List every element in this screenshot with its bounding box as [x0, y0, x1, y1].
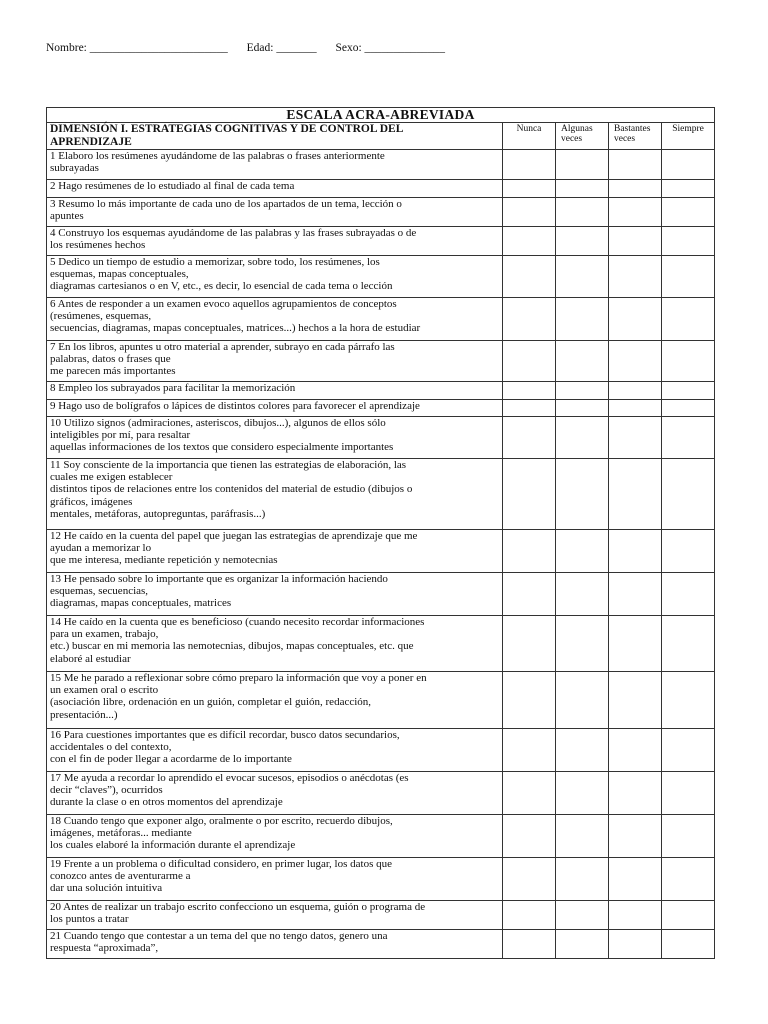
item-statement-line: con el fin de poder llegar a acordarme de lo importante [50, 753, 292, 766]
item-statement [47, 772, 503, 815]
item-row-14 [47, 616, 715, 672]
answer-cell-never[interactable] [503, 459, 556, 530]
item-statement [47, 180, 503, 198]
item-row-2 [47, 180, 715, 198]
answer-cell-sometimes[interactable] [556, 672, 609, 729]
item-statement-line: 8 Empleo los subrayados para facilitar la memorización [50, 382, 296, 394]
answer-cell-never[interactable] [503, 772, 556, 815]
answer-cell-always[interactable] [662, 672, 715, 729]
item-statement-line: 20 Antes de realizar un trabajo escrito confecciono un esquema, guión o programa de [50, 901, 426, 913]
item-statement-line: durante la clase o en otros momentos del aprendizaje [50, 796, 283, 809]
item-statement-line: 9 Hago uso de bolígrafos o lápices de distintos colores para favorecer el aprendizaje [50, 400, 420, 412]
dimension-heading [47, 123, 503, 150]
answer-cell-often[interactable] [609, 198, 662, 227]
item-statement-line: etc.) buscar en mi memoria las nemotecnias, dibujos, mapas conceptuales, etc. que [50, 640, 414, 653]
item-statement-line: 12 He caído en la cuenta del papel que juegan las estrategias de aprendizaje que me [50, 530, 418, 542]
item-statement-line: apuntes [50, 210, 84, 223]
item-statement-line: me parecen más importantes [50, 365, 176, 378]
item-statement [47, 298, 503, 341]
answer-cell-always[interactable] [662, 729, 715, 772]
answer-cell-always[interactable] [662, 815, 715, 858]
item-row-18 [47, 815, 715, 858]
item-statement-line: un examen oral o escrito [50, 684, 159, 697]
answer-cell-always[interactable] [662, 573, 715, 616]
item-statement [47, 341, 503, 382]
answer-cell-sometimes[interactable] [556, 256, 609, 298]
answer-cell-always[interactable] [662, 901, 715, 930]
item-row-5 [47, 256, 715, 298]
item-statement [47, 198, 503, 227]
answer-cell-never[interactable] [503, 901, 556, 930]
answer-cell-often[interactable] [609, 901, 662, 930]
answer-cell-never[interactable] [503, 256, 556, 298]
item-statement-line: diagramas cartesianos o en V, etc., es decir, lo esencial de cada tema o lección [50, 280, 393, 293]
answer-cell-often[interactable] [609, 256, 662, 298]
answer-cell-often[interactable] [609, 772, 662, 815]
item-statement [47, 459, 503, 530]
answer-cell-never[interactable] [503, 417, 556, 459]
answer-cell-often[interactable] [609, 180, 662, 198]
answer-cell-sometimes[interactable] [556, 616, 609, 672]
item-statement-line: (asociación libre, ordenación en un guión, completar el guión, redacción, [50, 696, 372, 709]
item-statement-line: conozco antes de aventurarme a [50, 870, 191, 883]
item-statement [47, 150, 503, 180]
answer-cell-never[interactable] [503, 616, 556, 672]
item-statement-line: ayudan a memorizar lo [50, 542, 152, 555]
item-row-12 [47, 530, 715, 573]
item-row-4 [47, 227, 715, 256]
answer-cell-sometimes[interactable] [556, 901, 609, 930]
items-body [47, 150, 715, 959]
option-header-line: Siempre [672, 124, 704, 134]
answer-cell-sometimes[interactable] [556, 729, 609, 772]
item-statement [47, 417, 503, 459]
dimension-heading-line-2: APRENDIZAJE [50, 136, 132, 148]
option-header-line: Bastantes [614, 124, 651, 134]
answer-cell-often[interactable] [609, 227, 662, 256]
answer-cell-always[interactable] [662, 298, 715, 341]
item-statement-line: 5 Dedico un tiempo de estudio a memorizar, sobre todo, los resúmenes, los [50, 256, 380, 268]
item-statement [47, 729, 503, 772]
answer-cell-sometimes[interactable] [556, 227, 609, 256]
answer-cell-always[interactable] [662, 530, 715, 573]
answer-cell-sometimes[interactable] [556, 459, 609, 530]
item-statement-line: 15 Me he parado a reflexionar sobre cómo preparo la información que voy a poner en [50, 672, 427, 684]
answer-cell-sometimes[interactable] [556, 180, 609, 198]
item-statement [47, 901, 503, 930]
option-header-line: veces [614, 134, 636, 144]
answer-cell-often[interactable] [609, 573, 662, 616]
item-statement-line: presentación...) [50, 708, 118, 721]
answer-cell-always[interactable] [662, 198, 715, 227]
item-row-13 [47, 573, 715, 616]
answer-cell-always[interactable] [662, 930, 715, 959]
item-statement [47, 616, 503, 672]
answer-cell-never[interactable] [503, 400, 556, 417]
answer-cell-often[interactable] [609, 400, 662, 417]
dimension-header-row [47, 123, 715, 150]
item-statement [47, 227, 503, 256]
item-statement [47, 672, 503, 729]
answer-cell-never[interactable] [503, 180, 556, 198]
item-statement-line: decir “claves”), ocurridos [50, 784, 163, 797]
answer-cell-sometimes[interactable] [556, 815, 609, 858]
acra-scale-table [46, 107, 715, 959]
item-row-20 [47, 901, 715, 930]
answer-cell-often[interactable] [609, 930, 662, 959]
age-field[interactable]: Edad: _______ [246, 42, 317, 54]
item-statement-line: mentales, metáforas, autopreguntas, paráfrasis...) [50, 507, 266, 520]
item-statement-line: 11 Soy consciente de la importancia que tienen las estrategias de elaboración, las [50, 459, 407, 471]
item-statement-line: aquellas informaciones de los textos que considero especialmente importantes [50, 441, 394, 454]
answer-cell-never[interactable] [503, 672, 556, 729]
answer-cell-never[interactable] [503, 815, 556, 858]
answer-cell-often[interactable] [609, 530, 662, 573]
answer-cell-always[interactable] [662, 772, 715, 815]
item-row-21 [47, 930, 715, 959]
answer-cell-always[interactable] [662, 180, 715, 198]
item-statement-line: palabras, datos o frases que [50, 353, 171, 366]
answer-cell-never[interactable] [503, 227, 556, 256]
option-header-always [662, 123, 715, 150]
option-header-sometimes [556, 123, 609, 150]
answer-cell-sometimes[interactable] [556, 382, 609, 400]
item-row-8 [47, 382, 715, 400]
answer-cell-often[interactable] [609, 382, 662, 400]
scale-title: ESCALA ACRA-ABREVIADA [47, 108, 715, 123]
item-row-10 [47, 417, 715, 459]
dimension-heading-line-1: DIMENSIÓN I. ESTRATEGIAS COGNITIVAS Y DE CONTROL DEL [50, 123, 404, 135]
answer-cell-sometimes[interactable] [556, 858, 609, 901]
answer-cell-sometimes[interactable] [556, 198, 609, 227]
option-header-line: Algunas [561, 124, 593, 134]
name-field[interactable]: Nombre: ________________________ [46, 42, 228, 54]
item-statement-line: cuales me exigen establecer [50, 471, 173, 484]
item-row-11 [47, 459, 715, 530]
item-statement-line: 7 En los libros, apuntes u otro material a aprender, subrayo en cada párrafo las [50, 341, 395, 353]
respondent-info-line [46, 42, 726, 54]
answer-cell-always[interactable] [662, 256, 715, 298]
answer-cell-never[interactable] [503, 298, 556, 341]
answer-cell-sometimes[interactable] [556, 341, 609, 382]
item-statement [47, 815, 503, 858]
item-statement-line: respuesta “aproximada”, [50, 942, 159, 955]
item-statement-line: 16 Para cuestiones importantes que es difícil recordar, busco datos secundarios, [50, 729, 400, 741]
answer-cell-sometimes[interactable] [556, 150, 609, 180]
item-statement-line: dar una solución intuitiva [50, 882, 163, 895]
answer-cell-sometimes[interactable] [556, 530, 609, 573]
answer-cell-sometimes[interactable] [556, 400, 609, 417]
answer-cell-sometimes[interactable] [556, 772, 609, 815]
answer-cell-always[interactable] [662, 150, 715, 180]
item-statement-line: 2 Hago resúmenes de lo estudiado al final de cada tema [50, 180, 295, 192]
item-statement-line: accidentales o del contexto, [50, 741, 172, 754]
item-statement-line: los resúmenes hechos [50, 239, 146, 252]
item-statement [47, 400, 503, 417]
answer-cell-never[interactable] [503, 341, 556, 382]
answer-cell-always[interactable] [662, 417, 715, 459]
item-statement-line: 19 Frente a un problema o dificultad considero, en primer lugar, los datos que [50, 858, 392, 870]
item-statement-line: distintos tipos de relaciones entre los contenidos del material de estudio (dibujos o [50, 483, 413, 496]
item-statement-line: 10 Utilizo signos (admiraciones, asteriscos, dibujos...), algunos de ellos sólo [50, 417, 386, 429]
answer-cell-always[interactable] [662, 459, 715, 530]
item-statement-line: 4 Construyo los esquemas ayudándome de las palabras y las frases subrayadas o de [50, 227, 417, 239]
item-statement-line: 14 He caído en la cuenta que es beneficioso (cuando necesito recordar informaciones [50, 616, 425, 628]
item-statement-line: inteligibles por mí, para resaltar [50, 429, 191, 442]
item-statement-line: esquemas, secuencias, [50, 585, 149, 598]
item-statement [47, 530, 503, 573]
answer-cell-never[interactable] [503, 198, 556, 227]
option-header-never [503, 123, 556, 150]
answer-cell-never[interactable] [503, 858, 556, 901]
answer-cell-always[interactable] [662, 400, 715, 417]
sex-field[interactable]: Sexo: ______________ [335, 42, 446, 54]
answer-cell-sometimes[interactable] [556, 298, 609, 341]
answer-cell-often[interactable] [609, 858, 662, 901]
item-statement-line: subrayadas [50, 162, 99, 175]
answer-cell-often[interactable] [609, 616, 662, 672]
answer-cell-often[interactable] [609, 341, 662, 382]
title-row [47, 108, 715, 123]
answer-cell-sometimes[interactable] [556, 573, 609, 616]
item-statement-line: 18 Cuando tengo que exponer algo, oralmente o por escrito, recuerdo dibujos, [50, 815, 393, 827]
item-statement [47, 858, 503, 901]
answer-cell-sometimes[interactable] [556, 417, 609, 459]
answer-cell-always[interactable] [662, 616, 715, 672]
item-statement [47, 573, 503, 616]
item-statement-line: elaboré al estudiar [50, 652, 131, 665]
item-row-16 [47, 729, 715, 772]
item-row-3 [47, 198, 715, 227]
item-row-1 [47, 150, 715, 180]
item-statement-line: los puntos a tratar [50, 913, 129, 926]
item-statement-line: 13 He pensado sobre lo importante que es organizar la información haciendo [50, 573, 388, 585]
item-statement-line: 17 Me ayuda a recordar lo aprendido el evocar sucesos, episodios o anécdotas (es [50, 772, 409, 784]
answer-cell-often[interactable] [609, 672, 662, 729]
answer-cell-often[interactable] [609, 298, 662, 341]
answer-cell-always[interactable] [662, 382, 715, 400]
item-statement-line: 1 Elaboro los resúmenes ayudándome de las palabras o frases anteriormente [50, 150, 385, 162]
option-header-often [609, 123, 662, 150]
item-statement-line: (resúmenes, esquemas, [50, 310, 152, 323]
item-row-15 [47, 672, 715, 729]
answer-cell-never[interactable] [503, 382, 556, 400]
answer-cell-never[interactable] [503, 729, 556, 772]
item-statement-line: los cuales elaboré la información durante el aprendizaje [50, 839, 296, 852]
answer-cell-sometimes[interactable] [556, 930, 609, 959]
item-statement [47, 382, 503, 400]
item-row-7 [47, 341, 715, 382]
answer-cell-always[interactable] [662, 341, 715, 382]
answer-cell-often[interactable] [609, 729, 662, 772]
answer-cell-never[interactable] [503, 530, 556, 573]
answer-cell-never[interactable] [503, 930, 556, 959]
item-statement-line: diagramas, mapas conceptuales, matrices [50, 597, 232, 610]
item-statement-line: esquemas, mapas conceptuales, [50, 268, 189, 281]
answer-cell-often[interactable] [609, 459, 662, 530]
item-statement-line: 3 Resumo lo más importante de cada uno de los apartados de un tema, lección o [50, 198, 402, 210]
item-row-9 [47, 400, 715, 417]
item-statement-line: 21 Cuando tengo que contestar a un tema del que no tengo datos, genero una [50, 930, 388, 942]
answer-cell-never[interactable] [503, 573, 556, 616]
item-statement-line: imágenes, metáforas... mediante [50, 827, 192, 840]
item-statement-line: secuencias, diagramas, mapas conceptuales, matrices...) hechos a la hora de estudiar [50, 322, 421, 335]
item-statement-line: que me interesa, mediante repetición y nemotecnias [50, 554, 278, 567]
answer-cell-always[interactable] [662, 227, 715, 256]
answer-cell-always[interactable] [662, 858, 715, 901]
item-row-17 [47, 772, 715, 815]
item-statement-line: gráficos, imágenes [50, 495, 133, 508]
answer-cell-often[interactable] [609, 815, 662, 858]
item-statement-line: 6 Antes de responder a un examen evoco aquellos agrupamientos de conceptos [50, 298, 397, 310]
item-statement [47, 930, 503, 959]
answer-cell-never[interactable] [503, 150, 556, 180]
answer-cell-often[interactable] [609, 417, 662, 459]
answer-cell-often[interactable] [609, 150, 662, 180]
item-statement [47, 256, 503, 298]
option-header-line: Nunca [516, 124, 542, 134]
item-row-19 [47, 858, 715, 901]
item-statement-line: para un examen, trabajo, [50, 628, 159, 641]
option-header-line: veces [561, 134, 583, 144]
item-row-6 [47, 298, 715, 341]
